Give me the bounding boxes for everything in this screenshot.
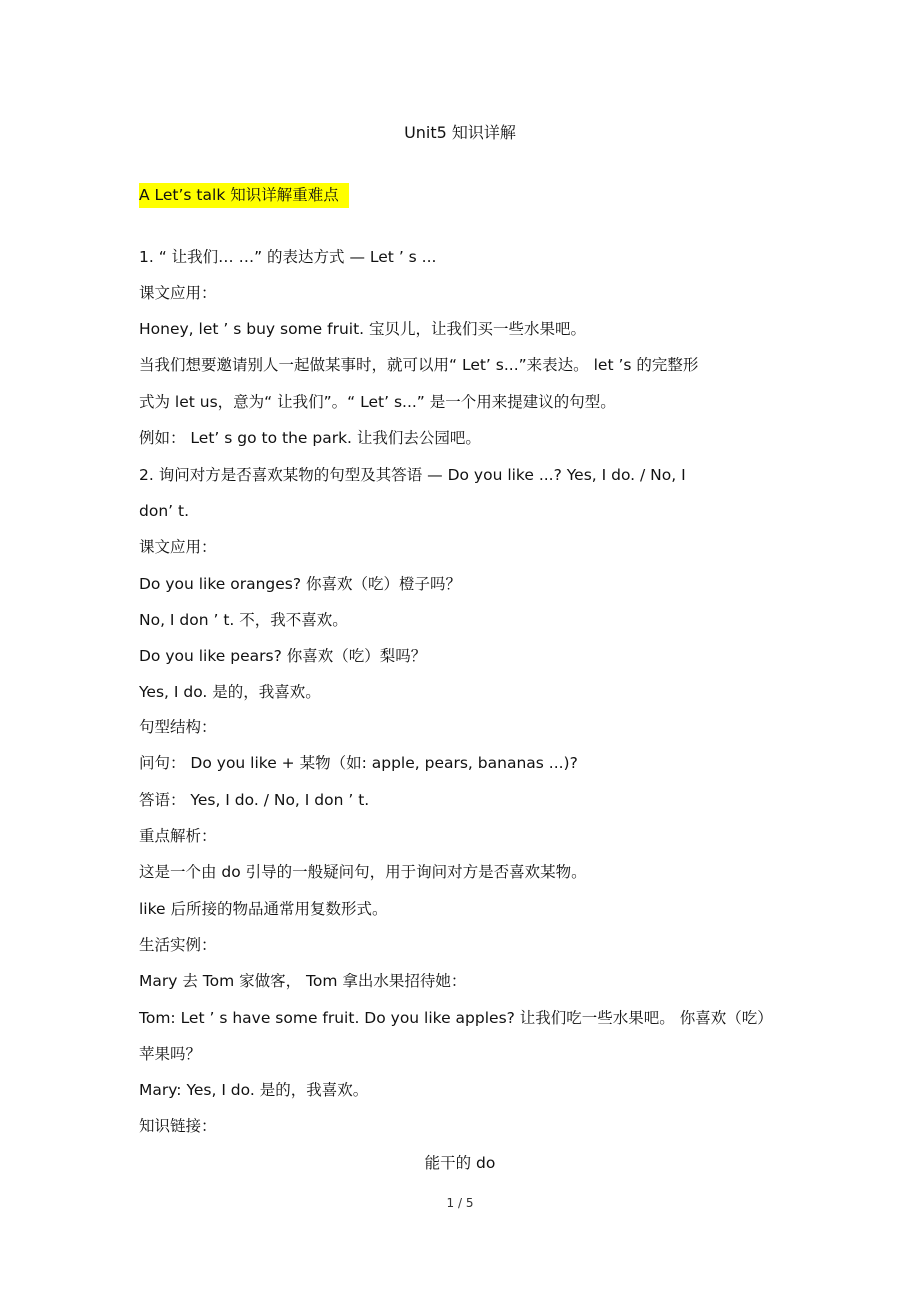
text-line: 这是一个由 do 引导的一般疑问句，用于询问对方是否喜欢某物。 bbox=[139, 863, 587, 881]
text-line: Mary 去 Tom 家做客， Tom 拿出水果招待她： bbox=[139, 972, 467, 990]
text-line: 句型结构： bbox=[139, 718, 217, 736]
text-line: Mary: Yes, I do. 是的，我喜欢。 bbox=[139, 1081, 369, 1099]
text-line: 式为 let us，意为“ 让我们”。“ Let’ s...” 是一个用来提建议的句型。 bbox=[139, 393, 616, 411]
text-line: Do you like oranges? 你喜欢（吃）橙子吗？ bbox=[139, 575, 462, 593]
text-line: 2. 询问对方是否喜欢某物的句型及其答语 — Do you like ...? Yes, I do. / No, I bbox=[139, 466, 686, 484]
subheading: 能干的 do bbox=[424, 1154, 496, 1172]
text-line: don’ t. bbox=[139, 502, 190, 520]
text-line: 重点解析： bbox=[139, 827, 217, 845]
page-title: Unit5 知识详解 bbox=[404, 123, 516, 142]
text-line: 1. “ 让我们… …” 的表达方式 — Let ’ s ... bbox=[139, 248, 437, 266]
section-heading: A Let’s talk 知识详解重难点 bbox=[139, 183, 349, 208]
text-line: Tom: Let ’ s have some fruit. Do you like apples? 让我们吃一些水果吧。 你喜欢（吃） bbox=[139, 1009, 773, 1027]
text-line: 问句： Do you like + 某物（如: apple, pears, bananas ...)? bbox=[139, 754, 578, 772]
text-line: like 后所接的物品通常用复数形式。 bbox=[139, 900, 388, 918]
text-line: 当我们想要邀请别人一起做某事时，就可以用“ Let’ s...”来表达。 let ’s 的完整形 bbox=[139, 356, 699, 374]
text-line: No, I don ’ t. 不，我不喜欢。 bbox=[139, 611, 348, 629]
text-line: 课文应用： bbox=[139, 284, 217, 302]
text-line: 课文应用： bbox=[139, 538, 217, 556]
text-line: 例如： Let’ s go to the park. 让我们去公园吧。 bbox=[139, 429, 481, 447]
text-line: 生活实例： bbox=[139, 936, 217, 954]
text-line: Honey, let ’ s buy some fruit. 宝贝儿，让我们买一些水果吧。 bbox=[139, 320, 587, 338]
text-line: 苹果吗？ bbox=[139, 1045, 202, 1063]
page-number: 1 / 5 bbox=[446, 1196, 474, 1210]
text-line: 答语： Yes, I do. / No, I don ’ t. bbox=[139, 791, 370, 809]
text-line: 知识链接： bbox=[139, 1117, 217, 1135]
text-line: Do you like pears? 你喜欢（吃）梨吗？ bbox=[139, 647, 427, 665]
text-line: Yes, I do. 是的，我喜欢。 bbox=[139, 683, 321, 701]
